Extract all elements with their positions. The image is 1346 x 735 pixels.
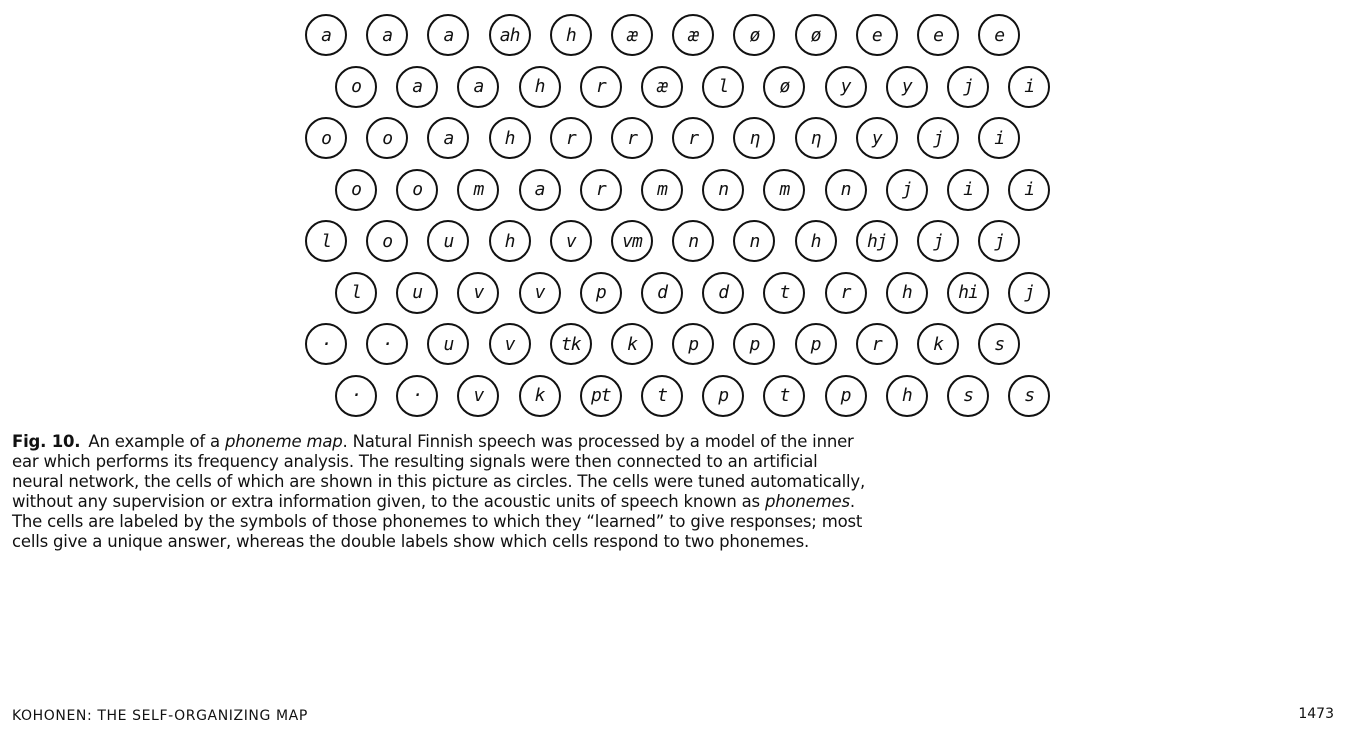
phoneme-cell: l (335, 272, 377, 314)
phoneme-cell: r (580, 169, 622, 211)
phoneme-cell: e (856, 14, 898, 56)
phoneme-cell: æ (672, 14, 714, 56)
phoneme-cell: v (550, 220, 592, 262)
phoneme-cell: t (641, 375, 683, 417)
phoneme-cell: h (795, 220, 837, 262)
phoneme-cell: i (1008, 66, 1050, 108)
phoneme-cell: n (733, 220, 775, 262)
phoneme-cell: h (886, 272, 928, 314)
phoneme-cell: k (519, 375, 561, 417)
phoneme-cell: v (519, 272, 561, 314)
phoneme-cell: y (856, 117, 898, 159)
phoneme-cell: a (366, 14, 408, 56)
phoneme-cell: o (335, 66, 377, 108)
phoneme-cell: u (427, 323, 469, 365)
phoneme-cell: ø (795, 14, 837, 56)
phoneme-cell: p (795, 323, 837, 365)
phoneme-cell: a (427, 117, 469, 159)
phoneme-cell: k (917, 323, 959, 365)
phoneme-cell: · (305, 323, 347, 365)
phoneme-cell: h (489, 220, 531, 262)
phoneme-cell: j (1008, 272, 1050, 314)
phoneme-cell: u (396, 272, 438, 314)
phoneme-cell: j (917, 220, 959, 262)
phoneme-cell: n (672, 220, 714, 262)
caption-text-2: . Natural Finnish speech was processed by a model of the inner ear which performs its frequency analysis. The resulting signals were then connected to an artificial neural network, the cells of which are shown in this picture as circles. The cells were tuned automatically, without any supervision or extra information given, to the acoustic units of speech known as (12, 432, 866, 511)
phoneme-cell: hi (947, 272, 989, 314)
phoneme-cell: i (947, 169, 989, 211)
phoneme-cell: e (917, 14, 959, 56)
caption-text-3: . The cells are labeled by the symbols of those phonemes to which they “learned” to give responses; most cells give a unique answer, whereas the double labels show which cells respond to two phonemes. (12, 492, 863, 551)
phoneme-cell: hj (856, 220, 898, 262)
figure-caption (12, 432, 872, 552)
phoneme-cell: vm (611, 220, 653, 262)
phoneme-cell: r (580, 66, 622, 108)
phoneme-cell: a (305, 14, 347, 56)
phoneme-cell: p (672, 323, 714, 365)
phoneme-cell: · (396, 375, 438, 417)
phoneme-cell: m (763, 169, 805, 211)
phoneme-cell: v (489, 323, 531, 365)
caption-text-1: An example of a (88, 432, 225, 451)
phoneme-cell: o (396, 169, 438, 211)
phoneme-cell: h (519, 66, 561, 108)
phoneme-cell: d (702, 272, 744, 314)
phoneme-cell: o (335, 169, 377, 211)
phoneme-cell: j (886, 169, 928, 211)
phoneme-cell: η (733, 117, 775, 159)
phoneme-cell: e (978, 14, 1020, 56)
phoneme-cell: i (1008, 169, 1050, 211)
phoneme-cell: h (550, 14, 592, 56)
phoneme-cell: ah (489, 14, 531, 56)
phoneme-cell: p (580, 272, 622, 314)
phoneme-cell: pt (580, 375, 622, 417)
phoneme-cell: t (763, 272, 805, 314)
phoneme-cell: m (457, 169, 499, 211)
phoneme-cell: o (305, 117, 347, 159)
phoneme-cell: æ (611, 14, 653, 56)
phoneme-cell: v (457, 272, 499, 314)
phoneme-cell: t (763, 375, 805, 417)
phoneme-cell: s (978, 323, 1020, 365)
phoneme-cell: tk (550, 323, 592, 365)
phoneme-cell: y (825, 66, 867, 108)
phoneme-cell: m (641, 169, 683, 211)
caption-term-phonemes: phonemes (765, 492, 850, 511)
phoneme-cell: r (550, 117, 592, 159)
phoneme-cell: r (856, 323, 898, 365)
phoneme-cell: η (795, 117, 837, 159)
phoneme-cell: i (978, 117, 1020, 159)
phoneme-cell: l (702, 66, 744, 108)
phoneme-cell: ø (763, 66, 805, 108)
caption-term-phoneme-map: phoneme map (224, 432, 343, 451)
phoneme-cell: p (825, 375, 867, 417)
phoneme-cell: y (886, 66, 928, 108)
phoneme-cell: æ (641, 66, 683, 108)
phoneme-cell: u (427, 220, 469, 262)
phoneme-cell: · (335, 375, 377, 417)
phoneme-cell: h (886, 375, 928, 417)
phoneme-cell: h (489, 117, 531, 159)
phoneme-cell: r (825, 272, 867, 314)
phoneme-cell: l (305, 220, 347, 262)
phoneme-cell: j (978, 220, 1020, 262)
phoneme-cell: v (457, 375, 499, 417)
running-head: KOHONEN: THE SELF-ORGANIZING MAP (12, 708, 308, 724)
phoneme-cell: r (672, 117, 714, 159)
figure-label: Fig. 10. (12, 432, 81, 451)
phoneme-cell: j (917, 117, 959, 159)
phoneme-cell: n (702, 169, 744, 211)
phoneme-cell: a (457, 66, 499, 108)
phoneme-cell: n (825, 169, 867, 211)
phoneme-cell: r (611, 117, 653, 159)
page-number: 1473 (1298, 706, 1334, 722)
phoneme-cell: · (366, 323, 408, 365)
phoneme-cell: p (702, 375, 744, 417)
phoneme-cell: a (519, 169, 561, 211)
phoneme-cell: o (366, 220, 408, 262)
phoneme-cell: k (611, 323, 653, 365)
phoneme-cell: s (1008, 375, 1050, 417)
phoneme-cell: s (947, 375, 989, 417)
phoneme-cell: p (733, 323, 775, 365)
phoneme-cell: a (396, 66, 438, 108)
phoneme-cell: j (947, 66, 989, 108)
phoneme-cell: a (427, 14, 469, 56)
phoneme-cell: ø (733, 14, 775, 56)
phoneme-cell: d (641, 272, 683, 314)
phoneme-cell: o (366, 117, 408, 159)
